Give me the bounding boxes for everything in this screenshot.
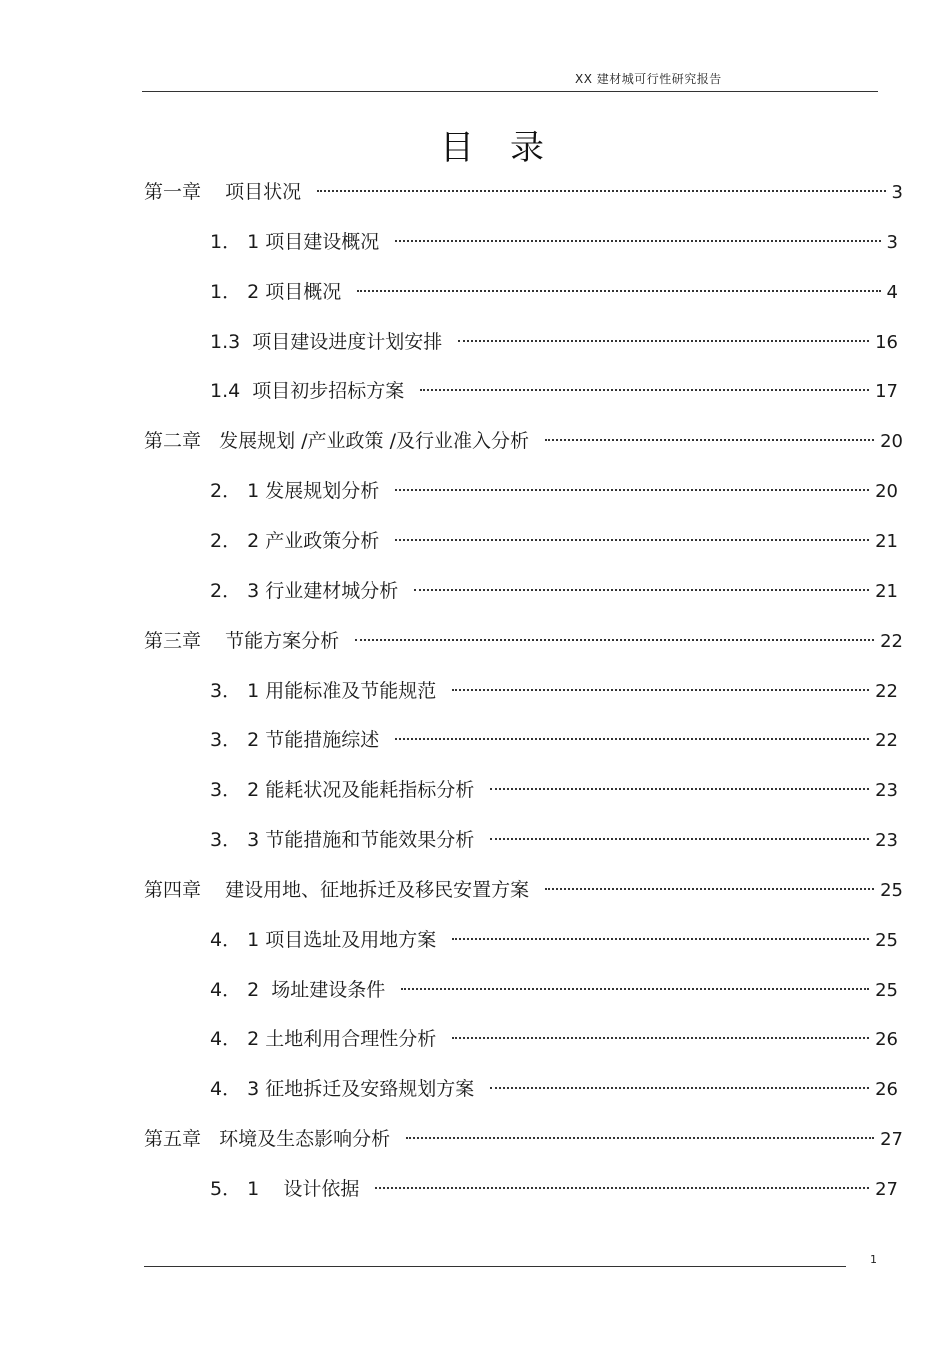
toc-entry-page: 25 <box>875 930 898 951</box>
toc-entry-page: 21 <box>875 581 898 602</box>
toc-section-entry[interactable] <box>210 777 898 803</box>
toc-dot-leader <box>545 439 874 441</box>
toc-entry-page: 27 <box>875 1179 898 1200</box>
toc-dot-leader <box>420 389 869 391</box>
toc-entry-page: 17 <box>875 381 898 402</box>
toc-entry-label: 1.4 项目初步招标方案 <box>210 380 405 402</box>
toc-entry-page: 27 <box>880 1129 903 1150</box>
toc-section-entry[interactable] <box>210 378 898 404</box>
toc-entry-label: 3． 2 能耗状况及能耗指标分析 <box>210 779 475 801</box>
toc-entry-label: 4． 2 土地利用合理性分析 <box>210 1028 437 1050</box>
toc-entry-label: 4． 3 征地拆迁及安臵规划方案 <box>210 1078 475 1100</box>
toc-entry-page: 21 <box>875 531 898 552</box>
toc-dot-leader <box>490 1087 869 1089</box>
toc-section-entry[interactable] <box>210 1076 898 1102</box>
toc-section-entry[interactable] <box>210 1176 898 1202</box>
toc-section-entry[interactable] <box>210 528 898 554</box>
toc-entry-label: 第二章 发展规划 /产业政策 /及行业准入分析 <box>144 430 530 452</box>
toc-entry-page: 23 <box>875 830 898 851</box>
toc-entry-page: 16 <box>875 332 898 353</box>
toc-dot-leader <box>355 639 874 641</box>
toc-title: 目录 <box>440 128 580 168</box>
toc-section-entry[interactable] <box>210 927 898 953</box>
toc-entry-label: 2． 1 发展规划分析 <box>210 480 380 502</box>
toc-entry-label: 5． 1 设计依据 <box>210 1178 360 1200</box>
toc-entry-page: 20 <box>875 481 898 502</box>
toc-entry-page: 20 <box>880 431 903 452</box>
toc-entry-page: 23 <box>875 780 898 801</box>
toc-dot-leader <box>406 1137 874 1139</box>
toc-entry-label: 2． 3 行业建材城分析 <box>210 580 399 602</box>
toc-entry-label: 1.3 项目建设进度计划安排 <box>210 331 443 353</box>
toc-entry-label: 3． 3 节能措施和节能效果分析 <box>210 829 475 851</box>
toc-dot-leader <box>395 240 880 242</box>
toc-entry-label: 第四章 建设用地、征地拆迁及移民安置方案 <box>144 879 530 901</box>
toc-section-entry[interactable] <box>210 977 898 1003</box>
toc-entry-page: 26 <box>875 1029 898 1050</box>
toc-dot-leader <box>414 589 869 591</box>
toc-entry-page: 4 <box>886 282 898 303</box>
toc-section-entry[interactable] <box>210 229 898 255</box>
toc-dot-leader <box>375 1187 869 1189</box>
toc-section-entry[interactable] <box>210 329 898 355</box>
toc-dot-leader <box>545 888 874 890</box>
toc-entry-label: 第一章 项目状况 <box>144 181 302 203</box>
toc-entry-page: 25 <box>880 880 903 901</box>
toc-entry-label: 1． 1 项目建设概况 <box>210 231 380 253</box>
toc-chapter-entry[interactable] <box>144 428 903 454</box>
toc-entry-page: 25 <box>875 980 898 1001</box>
toc-dot-leader <box>452 689 869 691</box>
toc-entry-label: 2． 2 产业政策分析 <box>210 530 380 552</box>
toc-section-entry[interactable] <box>210 678 898 704</box>
toc-entry-label: 3． 1 用能标准及节能规范 <box>210 680 437 702</box>
toc-dot-leader <box>395 489 869 491</box>
toc-dot-leader <box>452 938 869 940</box>
toc-entry-label: 第三章 节能方案分析 <box>144 630 340 652</box>
report-header-title: XX 建材城可行性研究报告 <box>575 72 722 86</box>
toc-entry-page: 3 <box>891 182 903 203</box>
toc-entry-page: 22 <box>875 730 898 751</box>
toc-chapter-entry[interactable] <box>144 1126 903 1152</box>
toc-dot-leader <box>395 539 869 541</box>
toc-section-entry[interactable] <box>210 578 898 604</box>
toc-dot-leader <box>490 788 869 790</box>
toc-section-entry[interactable] <box>210 827 898 853</box>
toc-chapter-entry[interactable] <box>144 877 903 903</box>
toc-chapter-entry[interactable] <box>144 179 903 205</box>
toc-dot-leader <box>317 190 885 192</box>
toc-entry-page: 22 <box>875 681 898 702</box>
toc-section-entry[interactable] <box>210 279 898 305</box>
toc-entry-label: 3． 2 节能措施综述 <box>210 729 380 751</box>
toc-entry-page: 26 <box>875 1079 898 1100</box>
page-number: 1 <box>870 1253 877 1266</box>
footer-divider <box>144 1266 846 1267</box>
toc-dot-leader <box>395 738 869 740</box>
toc-chapter-entry[interactable] <box>144 628 903 654</box>
toc-dot-leader <box>458 340 869 342</box>
toc-entry-label: 4． 1 项目选址及用地方案 <box>210 929 437 951</box>
toc-entry-label: 1． 2 项目概况 <box>210 281 342 303</box>
toc-dot-leader <box>357 290 880 292</box>
toc-section-entry[interactable] <box>210 1026 898 1052</box>
toc-section-entry[interactable] <box>210 478 898 504</box>
toc-entry-page: 3 <box>886 232 898 253</box>
toc-dot-leader <box>490 838 869 840</box>
toc-entry-page: 22 <box>880 631 903 652</box>
toc-entry-label: 4． 2 场址建设条件 <box>210 979 386 1001</box>
toc-section-entry[interactable] <box>210 727 898 753</box>
toc-dot-leader <box>401 988 869 990</box>
toc-entry-label: 第五章 环境及生态影响分析 <box>144 1128 391 1150</box>
toc-dot-leader <box>452 1037 869 1039</box>
